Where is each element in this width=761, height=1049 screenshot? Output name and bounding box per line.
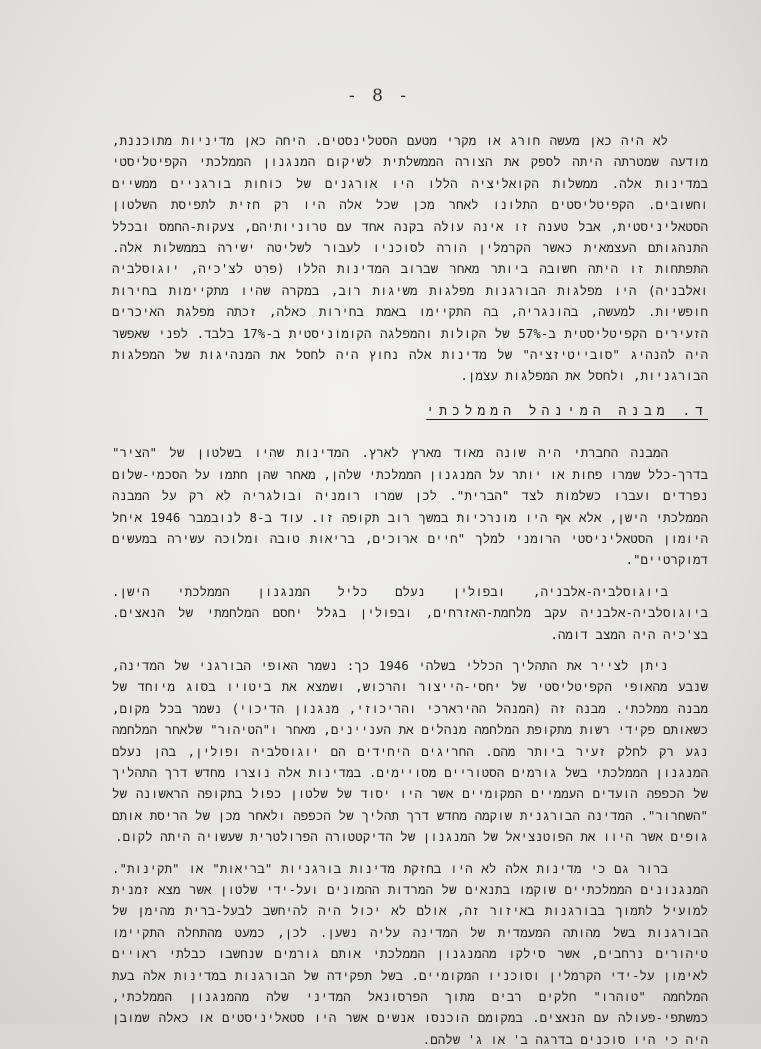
body-text: [112, 130, 708, 1049]
paragraph-social-structure: המבנה החברתי היה שונה מאוד מארץ לארץ. המדינות שהיו בשלטון של "הציר" בדרך-כלל שמרו פחות או יותר על המנגנון הממלכתי שלהן, מאחר שהן חתמו על הסכמי-שלום נפרדים ועברו כשלמות לצד "הברית". לכן שמרו רומניה ובולגריה לא רק על המבנה הממלכתי הישן, אלא אף היו מונרכיות במשך רוב תקופה זו. עוד ב-8 לנובמבר 1946 איחל היומון הסטאליניסטי הרומני למלך "חיים ארוכים, בריאות טובה ומלוכה עשירה במעשים דמוקרטיים".: [112, 445, 709, 568]
paragraph-unhealthy-states: ברור גם כי מדינות אלה לא היו בחזקת מדינות בורגניות "בריאות" או "תקינות". המנגנונים הממלכתיים שוקמו בתנאים של המרדות ההמונים ועל-ידי שלטון אשר מצא זמנית למועיל לתמוך בבורגנות באיזור זה, אולם לא יכול היה להיחשב לבעל-ברית מהימן של הבורגנות בשל מהותה המעמדית של המדינה עליה נשען. לכן, כמעט מהתחלה התקיימו טיהורים נרחבים, אשר סילקו מהמנגנון הממלכתי אותם גורמים שנחשבו כבלתי ראויים לאימון על-ידי הקרמלין וסוכניו המקומיים. בשל תפקידה של הבורגנות במדינות אלה בעת המלחמה "טוהרו" חלקים רבים מתוך הפרסונאל המדיני שלה מהמנגנון הממלכתי, כמשתפי-פעולה עם הנאצים. במקומם הוכנסו אנשים אשר היו סטאליניסטים או כאלה שמובן היה כי היו סוכנים בדרגה ב' או ג' שלהם.: [112, 860, 708, 1047]
section-heading: [112, 401, 708, 422]
paragraph-intro: לא היה כאן מעשה חורג או מקרי מטעם הסטלינסטים. היחה כאן מדיניות מתוכננת, מודעה שמטרתה היתה לספק את הצורה הממשלתית לשיקום המנגנון הממלכתי הקפיטליסטי במדינות אלה. ממשלות הקואליציה הללו היו אורגנים של כוחות בורגניים ממשיים וחשובים. הקפיטליסטים התלונו לאחר מכן שכל אלה היו רק חזית לתפיסת השלטון הסטאליניסטית, אבל טענה זו אינה עולה בקנה אחד עם טרוניותיהם, צעקות-החמס ובכלל התנהגותם העצמאית כאשר הקרמלין הורה לסוכניו לעבור לשליטה ישירה בממשלות אלה. התפתחות זו היתה חשובה ביותר מאחר שברוב המדינות הללו (פרט לצ'כיה, יוגוסלביה ואלבניה) היו מפלגות הבורגנות מפלגות משיגות רוב, במקרה שהיו מתקיימות בחירות חופשיות. למעשה, בהונגריה, בה התקיימו באמת בחירות כאלה, זכתה מפלגת האיכרים הזעירים הקפיטליסטית ב-57% של הקולות והמפלגה הקומוניסטית ב-17% בלבד. לפני שאפשר היה להנהיג "סובייטיזציה" של מדינות אלה נחוץ היה לחסל את המנהיגות של המפלגות הבורגניות, ולחסל את המפלגות עצמן.: [112, 133, 708, 384]
page-number: - 8 -: [348, 86, 413, 106]
paragraph-general-process: ניתן לצייר את התהליך הכללי בשלהי 1946 כך: נשמר האופי הבורגני של המדינה, שנבע מהאופי הקפיטליסטי של יחסי-הייצור והרכוש, ושמצא את ביטויו בסוג מיוחד של מבנה ממלכתי. מבנה זה (המנהל ההירארכי והריכוזי, מנגנון הדיכוי) נשמר בכל מקום, כשאותם פקידי רשות מתקופת המלחמה מנהלים את העניינים, מאחר ו"הטיהור" שלאחר המלחמה נגע רק לחלק זעיר ביותר מהם. החריגים היחידים הם יוגוסלביה ופולין, בהן נעלם המנגנון הממלכתי בשל גורמים הסטוריים מסויימים. במדינות אלה נוצרו מחדש דרך התהליך של הכפפה הועדים העממיים המקומיים אשר היו יסוד של שלטון כפול בתקופה הראשונה של "השחרור". המדינה הבורגנית שוקמה מחדש דרך תהליך של הכפפה ולאחר מכן של הריסת אותם גופים אשר היוו את הפוטנציאל של המנגנון של הדיקטטורה הפרולטרית שעשויה היתה לקום.: [112, 657, 708, 845]
paragraph-yugoslavia-albania: ביוגוסלביה-אלבניה, ובפולין נעלם כליל המנגנון הממלכתי הישן. ביוגוסלביה-אלבניה עקב מלחמת-האזרחים, ובפולין בגלל יחסם המלחמתי של הנאצים. בצ'כיה היה המצב דומה.: [112, 583, 708, 642]
section-heading-text: ד. מבנה המינהל הממלכתי: [426, 403, 708, 419]
